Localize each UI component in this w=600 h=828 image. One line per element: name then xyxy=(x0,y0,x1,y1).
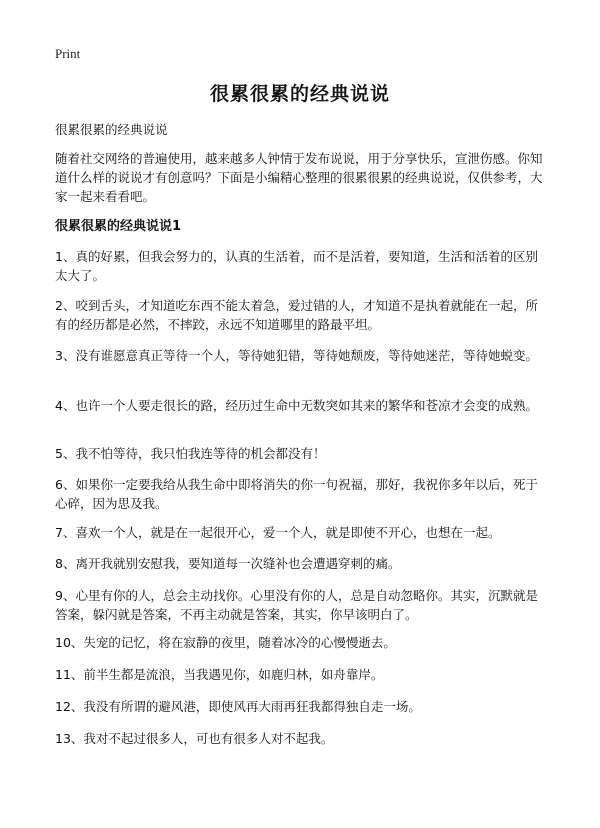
list-item: 13、我对不起过很多人，可也有很多人对不起我。 xyxy=(55,731,334,746)
list-item: 9、心里有你的人，总会主动找你。心里没有你的人，总是自动忽略你。其实，沉默就是答案，躲闪就是答案，不再主动就是答案，其实，你早该明白了。 xyxy=(55,588,538,622)
list-item: 6、如果你一定要我给从我生命中即将消失的你一句祝福，那好，我祝你多年以后，死于心碎，因为思及我。 xyxy=(55,477,538,511)
list-item: 12、我没有所谓的避风港，即使风再大雨再狂我都得独自走一场。 xyxy=(55,699,421,714)
subtitle: 很累很累的经典说说 xyxy=(55,122,168,137)
list-item: 10、失宠的记忆，将在寂静的夜里，随着冰冷的心慢慢逝去。 xyxy=(55,635,396,650)
list-item: 4、也许一个人要走很长的路，经历过生命中无数突如其来的繁华和苍凉才会变的成熟。 xyxy=(55,398,538,413)
list-item: 5、我不怕等待，我只怕我连等待的机会都没有！ xyxy=(55,446,326,461)
list-item: 3、没有谁愿意真正等待一个人，等待她犯错，等待她颓废，等待她迷茫，等待她蜕变。 xyxy=(55,348,538,363)
list-item: 11、前半生都是流浪，当我遇见你，如鹿归林，如舟靠岸。 xyxy=(55,667,384,682)
list-item: 2、咬到舌头，才知道吃东西不能太着急，爱过错的人，才知道不是执着就能在一起，所有的经历都是必然，不摔跤，永远不知道哪里的路最平坦。 xyxy=(55,298,538,332)
page-title: 很累很累的经典说说 xyxy=(209,83,390,105)
section-heading: 很累很累的经典说说1 xyxy=(55,219,182,234)
print-link[interactable]: Print xyxy=(55,46,81,61)
list-item: 8、离开我就别安慰我，要知道每一次缝补也会遭遇穿刺的痛。 xyxy=(55,556,401,571)
list-item: 7、喜欢一个人，就是在一起很开心，爱一个人，就是即使不开心，也想在一起。 xyxy=(55,525,501,540)
list-item: 1、真的好累，但我会努力的，认真的生活着，而不是活着，要知道，生活和活着的区别太大了。 xyxy=(55,249,538,283)
intro-paragraph: 随着社交网络的普遍使用，越来越多人钟情于发布说说，用于分享快乐，宣泄伤感。你知道什么样的说说才有创意吗？下面是小编精心整理的很累很累的经典说说，仅供参考，大家一起来看看吧。 xyxy=(55,151,543,204)
